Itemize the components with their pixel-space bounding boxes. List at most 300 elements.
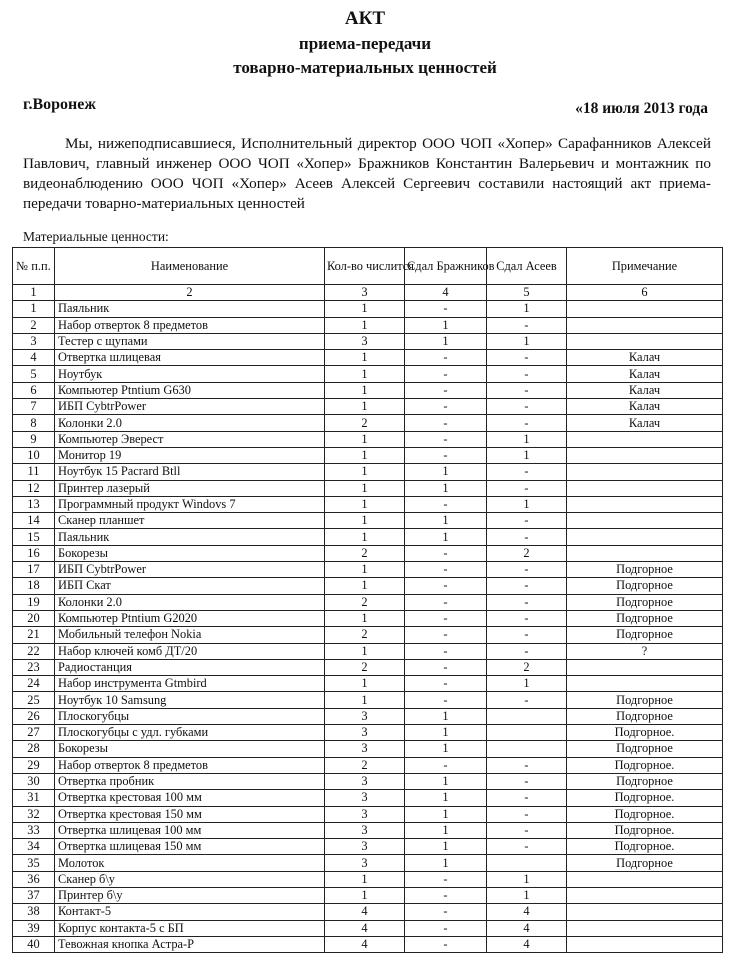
given-by-brazhnikov: - [405,887,487,903]
row-number: 31 [13,790,55,806]
item-name: ИБП CybtrPower [55,399,325,415]
item-quantity: 1 [325,562,405,578]
item-note [567,464,723,480]
item-name: Набор отверток 8 предметов [55,757,325,773]
col-header-num: № п.п. [13,248,55,285]
row-number: 17 [13,562,55,578]
table-row [13,301,723,317]
item-name: ИБП CybtrPower [55,562,325,578]
given-by-aseev: - [487,757,567,773]
table-row [13,415,723,431]
given-by-brazhnikov: - [405,350,487,366]
row-number: 33 [13,822,55,838]
table-row [13,887,723,903]
table-row [13,627,723,643]
item-note: Подгорное [567,578,723,594]
given-by-brazhnikov: - [405,627,487,643]
table-row [13,333,723,349]
row-number: 12 [13,480,55,496]
item-quantity: 1 [325,513,405,529]
item-note [567,301,723,317]
table-row [13,431,723,447]
table-row [13,643,723,659]
item-note [567,496,723,512]
given-by-aseev: - [487,415,567,431]
row-number: 4 [13,350,55,366]
given-by-brazhnikov: - [405,871,487,887]
given-by-brazhnikov: - [405,920,487,936]
item-quantity: 1 [325,464,405,480]
given-by-brazhnikov: 1 [405,480,487,496]
item-quantity: 1 [325,496,405,512]
given-by-aseev: - [487,790,567,806]
given-by-aseev: 1 [487,871,567,887]
row-number: 2 [13,317,55,333]
item-quantity: 3 [325,839,405,855]
item-note: Калач [567,415,723,431]
given-by-aseev: 1 [487,887,567,903]
given-by-aseev: 2 [487,659,567,675]
given-by-aseev: - [487,480,567,496]
item-name: Колонки 2.0 [55,415,325,431]
given-by-aseev [487,855,567,871]
item-quantity: 1 [325,529,405,545]
col-header-name: Наименование [55,248,325,285]
col-header-aseev: Сдал Асеев [487,248,567,285]
item-note [567,659,723,675]
document-subtitle-2: товарно-материальных ценностей [233,58,497,77]
item-quantity: 1 [325,871,405,887]
table-row [13,676,723,692]
col-header-qty: Кол-во числится [325,248,405,285]
table-row [13,790,723,806]
given-by-brazhnikov: 1 [405,464,487,480]
item-note [567,871,723,887]
row-number: 11 [13,464,55,480]
given-by-aseev: - [487,366,567,382]
given-by-brazhnikov: 1 [405,529,487,545]
given-by-aseev: - [487,350,567,366]
item-quantity: 3 [325,806,405,822]
item-quantity: 2 [325,659,405,675]
item-note [567,529,723,545]
given-by-brazhnikov: 1 [405,773,487,789]
table-label: Материальные ценности: [23,229,169,244]
item-name: Бокорезы [55,545,325,561]
item-name: Плоскогубцы [55,708,325,724]
given-by-aseev: - [487,399,567,415]
item-quantity: 1 [325,887,405,903]
given-by-aseev: - [487,839,567,855]
item-quantity: 4 [325,904,405,920]
item-name: Принтер лазерый [55,480,325,496]
row-number: 29 [13,757,55,773]
row-number: 25 [13,692,55,708]
item-name: Сканер б\у [55,871,325,887]
item-name: Бокорезы [55,741,325,757]
item-quantity: 1 [325,676,405,692]
table-row [13,936,723,952]
table-row [13,464,723,480]
item-name: Отвертка шлицевая [55,350,325,366]
document-date: «18 июля 2013 года [575,100,708,117]
given-by-aseev: - [487,513,567,529]
row-number: 21 [13,627,55,643]
item-note: Подгорное [567,773,723,789]
item-quantity: 2 [325,545,405,561]
row-number: 16 [13,545,55,561]
item-quantity: 1 [325,578,405,594]
given-by-aseev: - [487,562,567,578]
item-name: Компьютер Ptntium G630 [55,382,325,398]
item-note [567,545,723,561]
given-by-aseev: - [487,692,567,708]
table-body [13,301,723,953]
col-number-6: 6 [567,285,723,301]
item-note [567,333,723,349]
row-number: 39 [13,920,55,936]
item-note: ? [567,643,723,659]
table-row [13,871,723,887]
given-by-aseev: - [487,382,567,398]
given-by-aseev: - [487,773,567,789]
table-row [13,545,723,561]
given-by-aseev: - [487,643,567,659]
row-number: 1 [13,301,55,317]
item-name: Мобильный телефон Nokia [55,627,325,643]
table-row [13,562,723,578]
item-note: Подгорное [567,594,723,610]
given-by-brazhnikov: - [405,594,487,610]
item-note: Подгорное. [567,757,723,773]
item-quantity: 1 [325,317,405,333]
row-number: 40 [13,936,55,952]
row-number: 36 [13,871,55,887]
item-quantity: 3 [325,773,405,789]
table-row [13,692,723,708]
given-by-brazhnikov: - [405,659,487,675]
row-number: 34 [13,839,55,855]
row-number: 32 [13,806,55,822]
table-row [13,610,723,626]
given-by-brazhnikov: 1 [405,513,487,529]
row-number: 22 [13,643,55,659]
table-row [13,708,723,724]
row-number: 14 [13,513,55,529]
item-note: Калач [567,399,723,415]
table-row [13,447,723,463]
intro-paragraph: Мы, нижеподписавшиеся, Исполнительный директор ООО ЧОП «Хопер» Сарафанников Алексей Павлович, главный инженер ООО ЧОП «Хопер» Бражников Константин Валерьевич и монтажник по видеонаблюдению ООО ЧОП «Хопер» Асеев Алексей Сергеевич составили настоящий акт приема-передачи товарно-материальных ценностей [23,135,711,212]
document-title: АКТ [344,8,386,29]
item-name: Компьютер Ptntium G2020 [55,610,325,626]
given-by-brazhnikov: 1 [405,839,487,855]
item-note: Подгорное [567,692,723,708]
item-quantity: 1 [325,692,405,708]
given-by-brazhnikov: - [405,382,487,398]
item-name: Программный продукт Windovs 7 [55,496,325,512]
row-number: 13 [13,496,55,512]
item-name: Тевожная кнопка Астра-Р [55,936,325,952]
item-quantity: 1 [325,301,405,317]
item-note: Подгорное [567,627,723,643]
item-name: Компьютер Эверест [55,431,325,447]
item-note: Подгорное. [567,822,723,838]
given-by-aseev: - [487,594,567,610]
item-note: Подгорное. [567,790,723,806]
item-quantity: 1 [325,610,405,626]
table-row [13,725,723,741]
given-by-brazhnikov: - [405,301,487,317]
row-number: 15 [13,529,55,545]
item-name: Сканер планшет [55,513,325,529]
row-number: 24 [13,676,55,692]
table-row [13,382,723,398]
table-row [13,839,723,855]
item-name: Тестер с щупами [55,333,325,349]
item-note: Калач [567,382,723,398]
col-number-4: 4 [405,285,487,301]
item-note [567,936,723,952]
item-quantity: 2 [325,415,405,431]
item-name: Корпус контакта-5 с БП [55,920,325,936]
city: г.Воронеж [23,96,96,113]
item-note: Подгорное. [567,806,723,822]
table-row [13,399,723,415]
item-quantity: 1 [325,480,405,496]
given-by-aseev: 1 [487,431,567,447]
table-row [13,529,723,545]
row-number: 19 [13,594,55,610]
item-note: Подгорное. [567,725,723,741]
col-number-2: 2 [55,285,325,301]
row-number: 5 [13,366,55,382]
item-quantity: 1 [325,643,405,659]
given-by-aseev [487,725,567,741]
item-note [567,447,723,463]
item-name: Колонки 2.0 [55,594,325,610]
given-by-aseev [487,708,567,724]
item-name: Контакт-5 [55,904,325,920]
table-row [13,366,723,382]
item-name: Ноутбук 15 Pacrard Btll [55,464,325,480]
given-by-brazhnikov: 1 [405,725,487,741]
given-by-brazhnikov: 1 [405,708,487,724]
item-quantity: 2 [325,594,405,610]
item-quantity: 2 [325,627,405,643]
table-row [13,822,723,838]
item-note [567,513,723,529]
given-by-brazhnikov: 1 [405,333,487,349]
given-by-aseev: - [487,529,567,545]
item-name: Ноутбук 10 Samsung [55,692,325,708]
item-quantity: 1 [325,382,405,398]
col-number-1: 1 [13,285,55,301]
item-note: Подгорное [567,562,723,578]
given-by-aseev: 1 [487,301,567,317]
given-by-brazhnikov: - [405,366,487,382]
given-by-aseev: 4 [487,920,567,936]
item-name: Молоток [55,855,325,871]
given-by-brazhnikov: - [405,904,487,920]
col-number-3: 3 [325,285,405,301]
item-name: Отвертка шлицевая 100 мм [55,822,325,838]
item-note [567,676,723,692]
table-row [13,659,723,675]
row-number: 7 [13,399,55,415]
row-number: 26 [13,708,55,724]
given-by-brazhnikov: - [405,545,487,561]
item-name: Принтер б\у [55,887,325,903]
item-quantity: 1 [325,431,405,447]
item-note: Подгорное [567,855,723,871]
item-name: Радиостанция [55,659,325,675]
given-by-brazhnikov: - [405,692,487,708]
item-quantity: 3 [325,708,405,724]
item-quantity: 4 [325,920,405,936]
document-subtitle-1: приема-передачи [298,34,432,53]
row-number: 8 [13,415,55,431]
item-note [567,887,723,903]
given-by-aseev: 2 [487,545,567,561]
col-header-note: Примечание [567,248,723,285]
table-row [13,594,723,610]
table-row [13,741,723,757]
table-row [13,855,723,871]
item-name: Паяльник [55,529,325,545]
item-name: Отвертка шлицевая 150 мм [55,839,325,855]
given-by-brazhnikov: - [405,676,487,692]
item-quantity: 3 [325,790,405,806]
item-note: Калач [567,350,723,366]
row-number: 30 [13,773,55,789]
table-row [13,513,723,529]
table-row [13,578,723,594]
item-name: Паяльник [55,301,325,317]
item-quantity: 3 [325,333,405,349]
table-row [13,904,723,920]
item-quantity: 1 [325,447,405,463]
given-by-brazhnikov: - [405,399,487,415]
row-number: 20 [13,610,55,626]
given-by-aseev: - [487,464,567,480]
table-row [13,496,723,512]
item-name: Ноутбук [55,366,325,382]
given-by-brazhnikov: - [405,578,487,594]
given-by-brazhnikov: - [405,431,487,447]
given-by-brazhnikov: - [405,610,487,626]
given-by-brazhnikov: - [405,415,487,431]
given-by-aseev: 1 [487,496,567,512]
table-row [13,480,723,496]
item-name: Набор ключей комб ДТ/20 [55,643,325,659]
row-number: 3 [13,333,55,349]
table-row [13,773,723,789]
item-note: Подгорное. [567,839,723,855]
given-by-aseev: 1 [487,676,567,692]
row-number: 35 [13,855,55,871]
given-by-brazhnikov: - [405,757,487,773]
item-note [567,317,723,333]
given-by-brazhnikov: - [405,562,487,578]
given-by-brazhnikov: - [405,447,487,463]
item-note: Подгорное [567,708,723,724]
given-by-aseev: - [487,317,567,333]
item-quantity: 4 [325,936,405,952]
given-by-brazhnikov: 1 [405,822,487,838]
row-number: 38 [13,904,55,920]
item-quantity: 3 [325,855,405,871]
given-by-aseev: - [487,610,567,626]
table-row [13,317,723,333]
given-by-aseev: - [487,806,567,822]
row-number: 18 [13,578,55,594]
table-row [13,757,723,773]
item-name: ИБП Скат [55,578,325,594]
given-by-aseev: 1 [487,333,567,349]
given-by-aseev: - [487,822,567,838]
given-by-brazhnikov: - [405,496,487,512]
row-number: 28 [13,741,55,757]
item-quantity: 1 [325,399,405,415]
item-quantity: 1 [325,350,405,366]
given-by-aseev: 4 [487,936,567,952]
row-number: 23 [13,659,55,675]
table-row [13,350,723,366]
assets-table [12,247,723,953]
row-number: 10 [13,447,55,463]
col-header-brazhnikov: Сдал Бражников [405,248,487,285]
item-note [567,431,723,447]
row-number: 6 [13,382,55,398]
given-by-brazhnikov: 1 [405,855,487,871]
col-number-5: 5 [487,285,567,301]
given-by-aseev: - [487,578,567,594]
item-quantity: 3 [325,822,405,838]
item-note: Подгорное [567,610,723,626]
given-by-aseev: - [487,627,567,643]
item-note [567,480,723,496]
table-row [13,806,723,822]
item-note: Подгорное [567,741,723,757]
item-quantity: 3 [325,741,405,757]
row-number: 27 [13,725,55,741]
item-name: Набор отверток 8 предметов [55,317,325,333]
item-name: Плоскогубцы с удл. губками [55,725,325,741]
item-quantity: 2 [325,757,405,773]
row-number: 37 [13,887,55,903]
item-quantity: 3 [325,725,405,741]
item-note: Калач [567,366,723,382]
item-name: Отвертка пробник [55,773,325,789]
item-name: Отвертка крестовая 100 мм [55,790,325,806]
given-by-aseev: 4 [487,904,567,920]
given-by-brazhnikov: 1 [405,806,487,822]
given-by-brazhnikov: 1 [405,317,487,333]
item-quantity: 1 [325,366,405,382]
given-by-brazhnikov: 1 [405,741,487,757]
item-note [567,920,723,936]
given-by-brazhnikov: 1 [405,790,487,806]
item-note [567,904,723,920]
item-name: Набор инструмента Gtmbird [55,676,325,692]
given-by-brazhnikov: - [405,643,487,659]
table-row [13,920,723,936]
given-by-brazhnikov: - [405,936,487,952]
item-name: Отвертка крестовая 150 мм [55,806,325,822]
given-by-aseev [487,741,567,757]
item-name: Монитор 19 [55,447,325,463]
row-number: 9 [13,431,55,447]
